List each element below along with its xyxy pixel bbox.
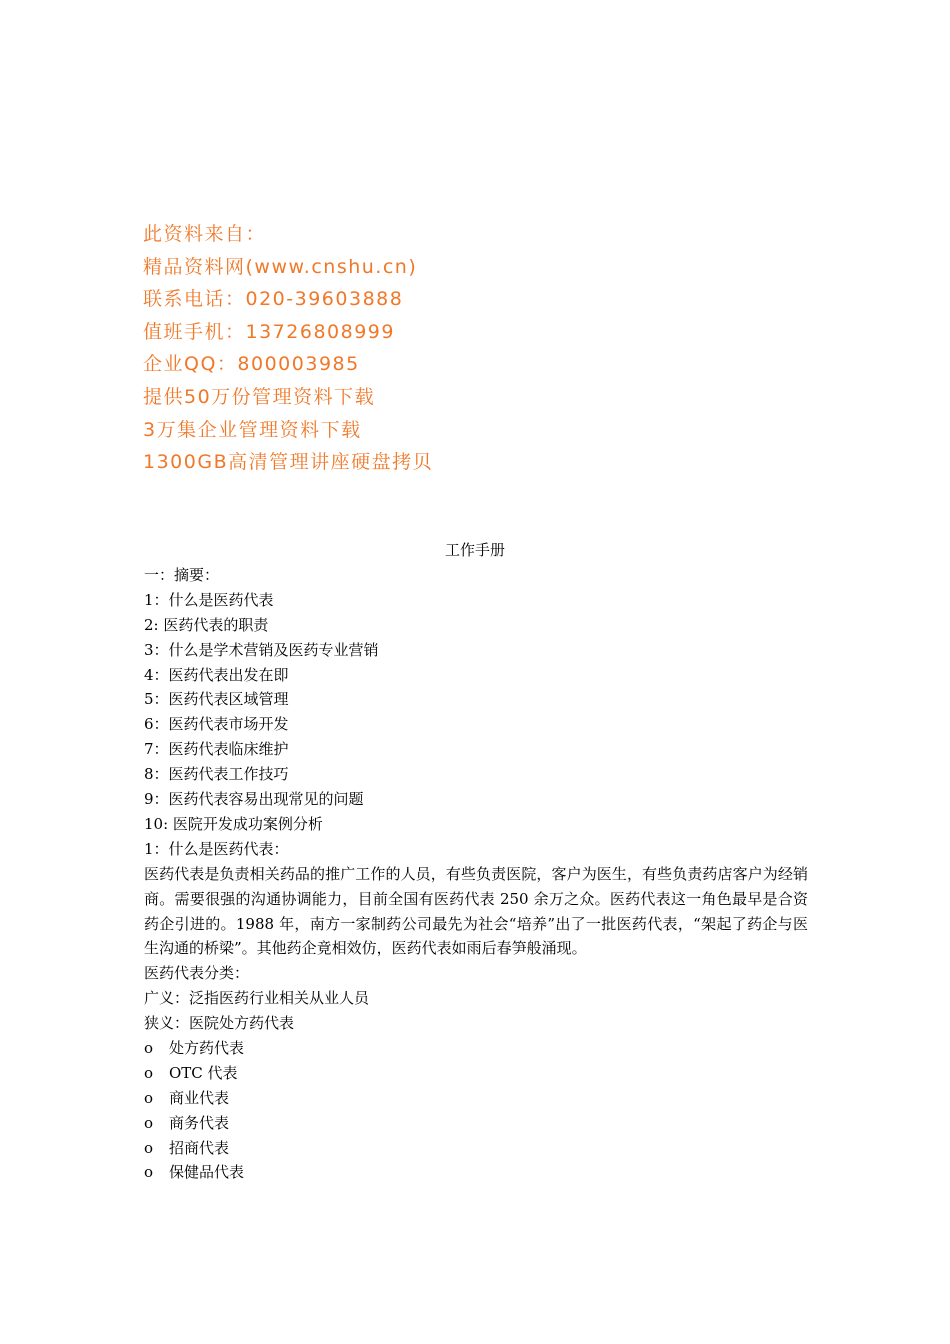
list-item-label: 处方药代表 [169, 1038, 245, 1057]
list-item [144, 1136, 808, 1161]
toc-item: 4：医药代表出发在即 [144, 665, 289, 684]
promo-line: 提供50万份管理资料下载 [143, 385, 376, 408]
promo-line: 精品资料网(www.cnshu.cn) [143, 255, 418, 278]
bullet-marker: o [144, 1088, 154, 1107]
list-item-label: 商务代表 [169, 1113, 230, 1132]
toc-item: 1：什么是医药代表 [144, 590, 274, 609]
broad-definition: 广义：泛指医药行业相关从业人员 [144, 989, 370, 1008]
list-item [144, 1160, 808, 1185]
toc-item: 10: 医院开发成功案例分析 [144, 814, 323, 833]
list-item-label: OTC 代表 [169, 1063, 238, 1082]
list-item-label: 保健品代表 [169, 1163, 245, 1182]
toc-item: 8：医药代表工作技巧 [144, 765, 289, 784]
toc-item: 6：医药代表市场开发 [144, 715, 289, 734]
list-item [144, 1111, 808, 1136]
list-item-label: 商业代表 [169, 1088, 230, 1107]
bullet-marker: o [144, 1138, 154, 1157]
promo-line: 值班手机：13726808999 [143, 320, 395, 343]
promo-block [143, 218, 433, 479]
promo-line: 联系电话：020-39603888 [143, 288, 404, 311]
toc-item: 7：医药代表临床维护 [144, 740, 289, 759]
list-item [144, 1036, 808, 1061]
toc-item: 9：医药代表容易出现常见的问题 [144, 790, 364, 809]
toc-item: 5：医药代表区域管理 [144, 690, 289, 709]
document-body [144, 563, 808, 1185]
toc-item: 2: 医药代表的职责 [144, 615, 269, 634]
bullet-marker: o [144, 1113, 154, 1132]
section-paragraph: 医药代表是负责相关药品的推广工作的人员，有些负责医院，客户为医生，有些负责药店客户为经销商。需要很强的沟通协调能力，目前全国有医药代表 250 余万之众。医药代表这一角色最早是合资药企引进的。1988 年，南方一家制药公司最先为社会“培养”出了一批医药代表，“架起了药企与医生沟通的桥梁”。其他药企竟相效仿，医药代表如雨后春笋般涌现。 [144, 864, 808, 958]
classification-heading: 医药代表分类： [144, 964, 250, 983]
bullet-marker: o [144, 1038, 154, 1057]
bullet-marker: o [144, 1063, 154, 1082]
section-heading: 1：什么是医药代表： [144, 839, 289, 858]
summary-heading: 一：摘要： [144, 566, 220, 584]
list-item [144, 1086, 808, 1111]
bullet-marker: o [144, 1163, 154, 1182]
promo-line: 企业QQ：800003985 [143, 353, 360, 376]
narrow-definition: 狭义：医院处方药代表 [144, 1014, 295, 1033]
promo-line: 1300GB高清管理讲座硬盘拷贝 [143, 451, 434, 474]
representative-types-list [144, 1036, 808, 1185]
promo-line: 3万集企业管理资料下载 [143, 418, 362, 441]
table-of-contents [144, 588, 808, 837]
promo-line: 此资料来自： [143, 223, 267, 245]
toc-item: 3：什么是学术营销及医药专业营销 [144, 640, 379, 659]
document-title: 工作手册 [444, 541, 505, 559]
list-item-label: 招商代表 [169, 1138, 230, 1157]
list-item [144, 1061, 808, 1086]
